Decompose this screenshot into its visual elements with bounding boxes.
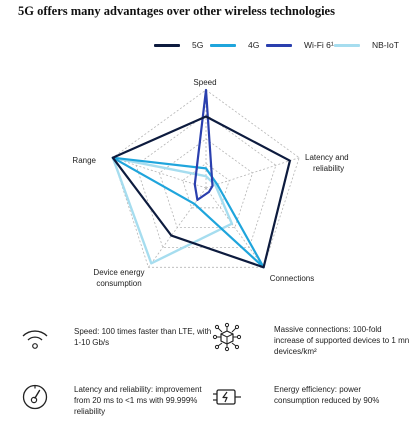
axis-label-energy-1: Device energy <box>93 268 145 277</box>
series-5g <box>113 117 290 268</box>
legend <box>0 40 414 54</box>
axis-label-latency-1: Latency and <box>305 153 349 162</box>
legend-swatch-5g <box>154 44 180 47</box>
chart-title: 5G offers many advantages over other wireless technologies <box>18 4 335 18</box>
radar-axis-labels <box>72 78 348 288</box>
legend-item-nbiot <box>334 40 399 50</box>
axis-label-energy-2: consumption <box>96 279 142 288</box>
feature-latency-text: Latency and reliability: improvement from 20 ms to <1 ms with 99.999% reliability <box>74 385 202 416</box>
axis-label-connections: Connections <box>269 274 315 283</box>
legend-label-5g: 5G <box>192 40 204 50</box>
grid-spoke-3 <box>206 188 264 267</box>
legend-swatch-nbiot <box>334 44 360 47</box>
legend-item-5g <box>154 40 203 50</box>
plug-icon <box>212 382 242 412</box>
legend-swatch-wifi6 <box>266 44 292 47</box>
radar-chart <box>0 60 414 310</box>
axis-label-range: Range <box>72 156 96 165</box>
feature-energy-text: Energy efficiency: power consumption reduced by 90% <box>274 385 380 405</box>
legend-item-4g <box>210 40 259 50</box>
network-cube-icon <box>212 322 242 352</box>
feature-speed-text: Speed: 100 times faster than LTE, with 1-10 Gb/s <box>74 327 212 347</box>
legend-label-4g: 4G <box>248 40 260 50</box>
legend-swatch-4g <box>210 44 236 47</box>
axis-label-speed: Speed <box>193 78 217 87</box>
feature-connections-text: Massive connections: 100-fold increase of supported devices to 1 mn devices/km² <box>274 325 410 356</box>
legend-label-wifi6: Wi-Fi 6¹ <box>304 40 334 50</box>
axis-label-latency-2: reliability <box>313 164 345 173</box>
legend-label-nbiot: NB-IoT <box>372 40 399 50</box>
legend-item-wifi6 <box>266 40 334 50</box>
wifi-icon <box>20 324 50 354</box>
stopwatch-icon <box>20 382 50 412</box>
series-4g <box>113 158 264 268</box>
